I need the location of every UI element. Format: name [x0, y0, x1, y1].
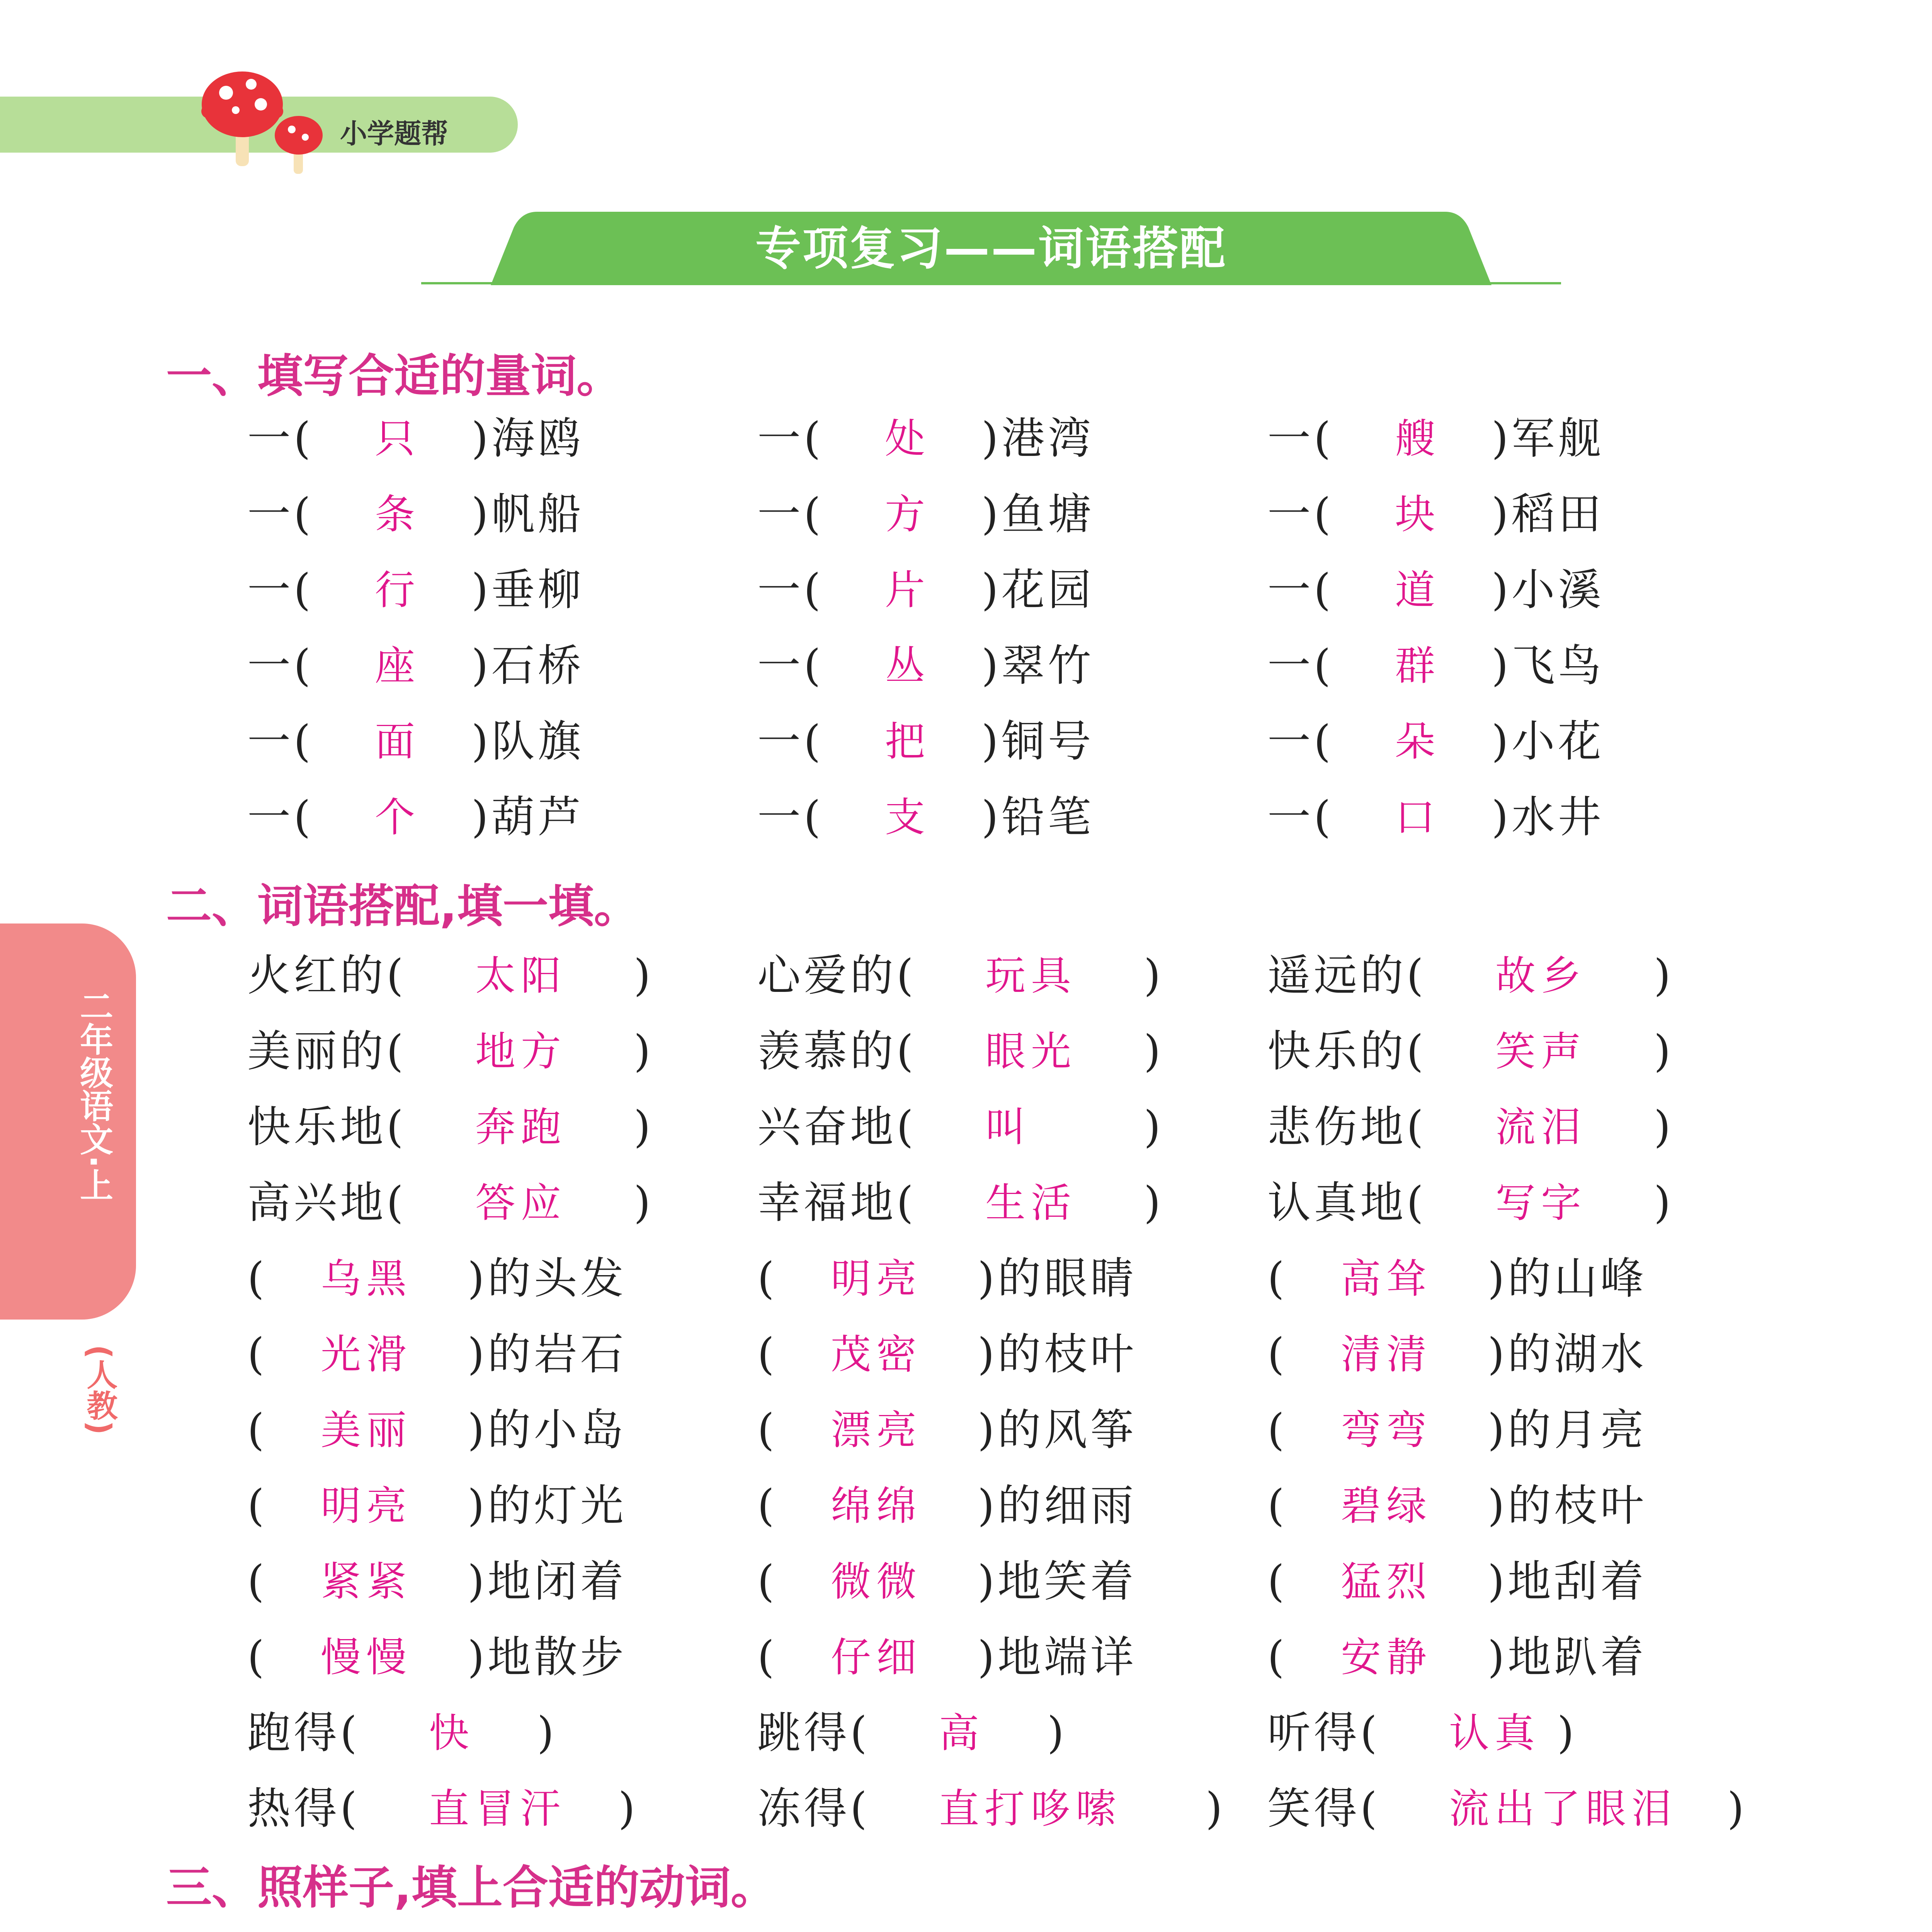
exercise-item — [1267, 1174, 1847, 1232]
item-prefix: ( — [1267, 1253, 1287, 1304]
exercise-item — [757, 1174, 1337, 1232]
answer-text: 把 — [885, 718, 931, 765]
exercise-item — [757, 1628, 1337, 1686]
item-prefix: ( — [757, 1481, 777, 1531]
exercise-item — [247, 1401, 827, 1459]
answer-text: 明亮 — [321, 1482, 412, 1529]
exercise-item — [757, 713, 1337, 770]
item-suffix: )的山峰 — [1488, 1253, 1647, 1304]
exercise-item — [247, 1553, 827, 1611]
item-prefix: 热得( — [247, 1784, 360, 1834]
exercise-item — [1267, 1401, 1847, 1459]
item-suffix: )稻田 — [1492, 489, 1604, 539]
item-prefix: ( — [1267, 1556, 1287, 1607]
item-suffix: )葫芦 — [471, 792, 584, 842]
answer-text: 地方 — [475, 1028, 567, 1075]
item-suffix: ) — [634, 1178, 654, 1228]
item-prefix: ( — [1267, 1481, 1287, 1531]
answer-text: 口 — [1395, 794, 1441, 841]
exercise-item — [757, 637, 1337, 695]
answer-text: 处 — [885, 415, 931, 462]
item-suffix: ) — [634, 1102, 654, 1152]
edition-label: (人教) — [82, 1345, 117, 1435]
item-suffix: ) — [1654, 951, 1674, 1001]
exercise-item — [247, 637, 827, 695]
item-prefix: 笑得( — [1267, 1784, 1380, 1834]
item-prefix: ( — [247, 1481, 267, 1531]
item-prefix: 一( — [1267, 716, 1334, 767]
answer-text: 高耸 — [1341, 1255, 1432, 1302]
example-text — [247, 1928, 537, 1932]
item-prefix: 悲伤地( — [1267, 1102, 1427, 1152]
side-tab — [0, 923, 136, 1320]
item-suffix: )的枝叶 — [1488, 1481, 1647, 1531]
item-suffix: ) — [1654, 1178, 1674, 1228]
answer-text: 仔细 — [831, 1634, 922, 1681]
exercise-item — [1267, 637, 1847, 695]
item-suffix: )的月亮 — [1488, 1405, 1647, 1455]
answer-text: 叫 — [985, 1104, 1031, 1151]
page-title: 专项复习——词语搭配 — [755, 222, 1227, 275]
item-suffix: ) — [634, 1026, 654, 1077]
item-prefix: 一( — [1267, 641, 1334, 691]
item-prefix: ( — [247, 1405, 267, 1455]
item-suffix: ) — [1654, 1102, 1674, 1152]
item-suffix: )地散步 — [468, 1632, 627, 1682]
item-prefix: ( — [757, 1632, 777, 1682]
item-prefix: ( — [1267, 1329, 1287, 1379]
item-suffix: )的湖水 — [1488, 1329, 1647, 1379]
item-prefix: 火红的( — [247, 951, 406, 1001]
exercise-item — [1267, 713, 1847, 770]
mushroom-logo-icon — [199, 66, 330, 178]
item-suffix: )地端详 — [978, 1632, 1137, 1682]
answer-text: 流出了眼泪 — [1449, 1785, 1677, 1832]
answer-text: 弯弯 — [1341, 1406, 1432, 1454]
brand-name: 小学题帮 — [340, 118, 448, 150]
exercise-item — [247, 1174, 827, 1232]
item-suffix: )的细雨 — [978, 1481, 1137, 1531]
item-suffix: ) — [634, 951, 654, 1001]
answer-text: 条 — [375, 491, 421, 538]
item-prefix: 听得( — [1267, 1708, 1380, 1758]
item-prefix: 跳得( — [757, 1708, 870, 1758]
exercise-item — [1267, 1022, 1847, 1080]
item-suffix: )帆船 — [471, 489, 584, 539]
item-prefix: ( — [1267, 1405, 1287, 1455]
answer-text: 绵绵 — [831, 1482, 922, 1529]
answer-text: 朵 — [1395, 718, 1441, 765]
item-prefix: ( — [1267, 1632, 1287, 1682]
answer-text: 故乡 — [1495, 952, 1587, 999]
item-prefix: 一( — [247, 792, 314, 842]
answer-text: 片 — [885, 566, 931, 614]
exercise-item — [247, 1022, 827, 1080]
item-prefix: 一( — [1267, 565, 1334, 615]
exercise-item — [247, 561, 827, 619]
item-prefix: 兴奋地( — [757, 1102, 917, 1152]
exercise-item — [757, 1325, 1337, 1383]
answer-text: 丛 — [885, 642, 931, 689]
item-prefix: 一( — [1267, 792, 1334, 842]
item-prefix: ( — [247, 1329, 267, 1379]
exercise-item — [757, 1401, 1337, 1459]
answer-text: 只 — [375, 415, 421, 462]
answer-text: 清清 — [1341, 1331, 1432, 1378]
item-suffix: )地闭着 — [468, 1556, 627, 1607]
item-prefix: 一( — [757, 716, 824, 767]
item-suffix: )军舰 — [1492, 413, 1604, 464]
answer-text: 面 — [375, 718, 421, 765]
item-prefix: 心爱的( — [757, 951, 917, 1001]
exercise-item — [757, 1780, 1337, 1838]
item-suffix: )石桥 — [471, 641, 584, 691]
answer-text: 个 — [375, 794, 421, 841]
answer-text: 行 — [375, 566, 421, 614]
exercise-item — [247, 1628, 827, 1686]
exercise-item — [757, 1250, 1337, 1308]
item-prefix: 一( — [757, 489, 824, 539]
item-prefix: 一( — [247, 716, 314, 767]
item-prefix: ( — [757, 1329, 777, 1379]
answer-text: 眼光 — [985, 1028, 1077, 1075]
exercise-item — [1267, 561, 1847, 619]
item-prefix: 冻得( — [757, 1784, 870, 1834]
item-prefix: 跑得( — [247, 1708, 360, 1758]
answer-text: 艘 — [1395, 415, 1441, 462]
exercise-item — [1267, 947, 1847, 1005]
exercise-item — [1267, 1250, 1847, 1308]
item-suffix: )铜号 — [981, 716, 1094, 767]
exercise-item — [247, 1704, 827, 1762]
exercise-item — [247, 713, 827, 770]
answer-text: 块 — [1395, 491, 1441, 538]
item-prefix: 一( — [247, 641, 314, 691]
answer-text: 光滑 — [321, 1331, 412, 1378]
item-prefix: ( — [247, 1556, 267, 1607]
answer-text: 漂亮 — [831, 1406, 922, 1454]
exercise-item — [757, 561, 1337, 619]
item-suffix: ) — [1047, 1708, 1067, 1758]
section-heading: 三、照样子,填上合适的动词。 — [166, 1861, 776, 1914]
answer-text: 座 — [375, 642, 421, 689]
item-suffix: )的风筝 — [978, 1405, 1137, 1455]
exercise-item — [1267, 788, 1847, 846]
item-suffix: )地刮着 — [1488, 1556, 1647, 1607]
answer-text: 紧紧 — [321, 1558, 412, 1605]
item-prefix: ( — [757, 1556, 777, 1607]
item-suffix: )翠竹 — [981, 641, 1094, 691]
exercise-item — [1267, 1780, 1847, 1838]
answer-text: 明亮 — [831, 1255, 922, 1302]
answer-text: 安静 — [1341, 1634, 1432, 1681]
answer-text: 太阳 — [475, 952, 567, 999]
exercise-item — [757, 1553, 1337, 1611]
exercise-item — [247, 788, 827, 846]
item-suffix: )鱼塘 — [981, 489, 1094, 539]
item-prefix: 快乐的( — [1267, 1026, 1427, 1077]
item-suffix: )的岩石 — [468, 1329, 627, 1379]
item-prefix: 认真地( — [1267, 1178, 1427, 1228]
exercise-item — [247, 410, 827, 468]
answer-text: 直打哆嗦 — [939, 1785, 1122, 1832]
exercise-item — [1267, 1704, 1847, 1762]
answer-text: 慢慢 — [321, 1634, 412, 1681]
exercise-item — [1267, 1553, 1847, 1611]
item-suffix: ) — [537, 1708, 557, 1758]
exercise-item — [757, 1477, 1337, 1535]
exercise-item — [247, 1325, 827, 1383]
item-suffix: )小溪 — [1492, 565, 1604, 615]
item-suffix: )海鸥 — [471, 413, 584, 464]
item-suffix: )的眼睛 — [978, 1253, 1137, 1304]
exercise-item — [247, 485, 827, 543]
answer-text: 高 — [939, 1709, 985, 1757]
answer-text: 快 — [429, 1709, 475, 1757]
item-suffix: )的头发 — [468, 1253, 627, 1304]
exercise-item — [757, 1098, 1337, 1156]
item-prefix: 一( — [247, 413, 314, 464]
exercise-item — [1267, 410, 1847, 468]
item-suffix: )地笑着 — [978, 1556, 1137, 1607]
item-prefix: 一( — [247, 489, 314, 539]
item-suffix: )小花 — [1492, 716, 1604, 767]
item-suffix: )飞鸟 — [1492, 641, 1604, 691]
answer-text: 道 — [1395, 566, 1441, 614]
item-suffix: )地趴着 — [1488, 1632, 1647, 1682]
item-prefix: ( — [757, 1405, 777, 1455]
exercise-item — [1267, 1325, 1847, 1383]
item-suffix: )队旗 — [471, 716, 584, 767]
item-prefix: 一( — [757, 641, 824, 691]
answer-text: 乌黑 — [321, 1255, 412, 1302]
item-suffix: ) — [1206, 1784, 1226, 1834]
answer-text: 直冒汗 — [429, 1785, 566, 1832]
exercise-item — [247, 947, 827, 1005]
answer-text: 群 — [1395, 642, 1441, 689]
exercise-item — [1267, 485, 1847, 543]
item-suffix: ) — [1727, 1784, 1747, 1834]
section-heading: 一、填写合适的量词。 — [166, 349, 622, 403]
exercise-item — [757, 410, 1337, 468]
item-suffix: ) — [1144, 1178, 1164, 1228]
exercise-item — [1267, 1628, 1847, 1686]
answer-text: 美丽 — [321, 1406, 412, 1454]
exercise-item — [247, 1098, 827, 1156]
exercise-item — [757, 788, 1337, 846]
item-suffix: )的枝叶 — [978, 1329, 1137, 1379]
exercise-item — [1267, 1477, 1847, 1535]
item-prefix: 羡慕的( — [757, 1026, 917, 1077]
item-prefix: ( — [757, 1253, 777, 1304]
item-suffix: )港湾 — [981, 413, 1094, 464]
item-suffix: )铅笔 — [981, 792, 1094, 842]
item-suffix: )水井 — [1492, 792, 1604, 842]
answer-text: 猛烈 — [1341, 1558, 1432, 1605]
answer-text: 茂密 — [831, 1331, 922, 1378]
answer-text: 生活 — [985, 1179, 1077, 1226]
item-prefix: 一( — [1267, 489, 1334, 539]
item-prefix: 遥远的( — [1267, 951, 1427, 1001]
section-heading: 二、词语搭配,填一填。 — [166, 879, 639, 933]
item-suffix: )的小岛 — [468, 1405, 627, 1455]
item-suffix: )花园 — [981, 565, 1094, 615]
exercise-item — [247, 1477, 827, 1535]
item-suffix: ) — [618, 1784, 638, 1834]
exercise-item — [757, 1704, 1337, 1762]
item-prefix: 幸福地( — [757, 1178, 917, 1228]
exercise-item — [757, 947, 1337, 1005]
exercise-item — [757, 485, 1337, 543]
answer-text: 玩具 — [985, 952, 1077, 999]
exercise-item — [757, 1022, 1337, 1080]
answer-text: 认真 — [1449, 1709, 1541, 1757]
grade-label: 二年级语文·上 — [74, 989, 113, 1201]
answer-text: 写字 — [1495, 1179, 1587, 1226]
answer-text: 方 — [885, 491, 931, 538]
answer-text: 答应 — [475, 1179, 567, 1226]
item-prefix: ( — [247, 1632, 267, 1682]
item-prefix: 美丽的( — [247, 1026, 406, 1077]
item-suffix: ) — [1144, 951, 1164, 1001]
item-prefix: 快乐地( — [247, 1102, 406, 1152]
answer-text: 微微 — [831, 1558, 922, 1605]
item-suffix: ) — [1557, 1708, 1577, 1758]
item-suffix: )垂柳 — [471, 565, 584, 615]
answer-text: 流泪 — [1495, 1104, 1587, 1151]
item-prefix: 高兴地( — [247, 1178, 406, 1228]
item-suffix: ) — [1144, 1102, 1164, 1152]
exercise-item — [247, 1250, 827, 1308]
item-prefix: 一( — [247, 565, 314, 615]
answer-text: 笑声 — [1495, 1028, 1587, 1075]
exercise-item — [247, 1780, 827, 1838]
item-suffix: ) — [1654, 1026, 1674, 1077]
item-prefix: 一( — [757, 413, 824, 464]
answer-text: 碧绿 — [1341, 1482, 1432, 1529]
item-prefix: ( — [247, 1253, 267, 1304]
answer-text: 支 — [885, 794, 931, 841]
item-prefix: 一( — [757, 792, 824, 842]
answer-text: 奔跑 — [475, 1104, 567, 1151]
item-suffix: )的灯光 — [468, 1481, 627, 1531]
item-prefix: 一( — [757, 565, 824, 615]
exercise-item — [1267, 1098, 1847, 1156]
item-prefix: 一( — [1267, 413, 1334, 464]
item-suffix: ) — [1144, 1026, 1164, 1077]
